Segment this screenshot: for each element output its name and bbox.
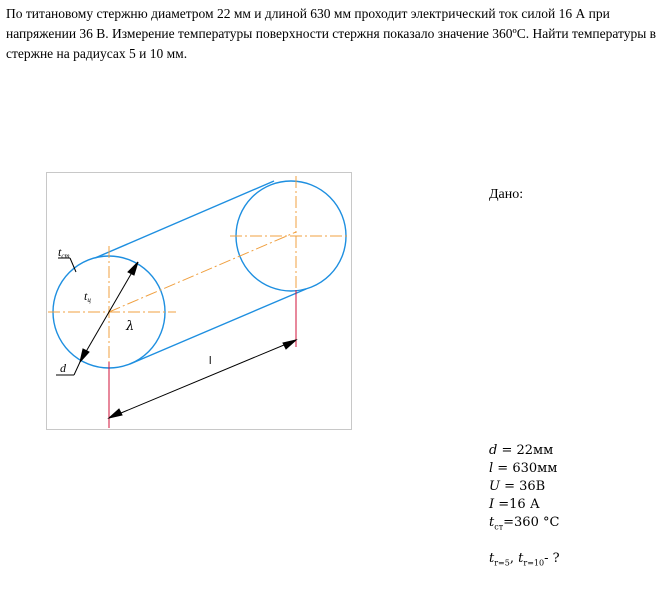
given-U: U = 36В: [489, 479, 546, 494]
given-list: [489, 442, 559, 537]
problem-statement: По титановому стержню диаметром 22 мм и длиной 630 мм проходит электрический ток силой 16 А при напряжении 36 В. Измерение температуры поверхности стержня показало значение 360ºС. Найти температуры в стержне на радиусах 5 и 10 мм.: [6, 6, 657, 61]
diameter-arrow-bottom: [80, 349, 89, 362]
label-d: d: [60, 361, 66, 375]
given-t: $t_{ст}=360$ °С: [489, 515, 560, 532]
length-arrow-start: [109, 409, 122, 418]
diameter-arrow-top: [128, 262, 138, 275]
bottom-generatrix: [130, 289, 306, 364]
label-t-surface: tст: [58, 245, 70, 260]
length-dimension-line: [109, 340, 296, 418]
length-arrow-end: [283, 340, 296, 349]
rod-diagram: [46, 172, 352, 430]
label-t-center: tц: [84, 289, 91, 304]
given-d: d = 22мм: [489, 443, 554, 458]
rod-diagram-svg: [46, 172, 352, 430]
given-I: I =16 А: [489, 497, 540, 512]
label-l: l: [209, 355, 212, 367]
given-l: l = 630мм: [489, 461, 558, 476]
figure-frame: [47, 173, 352, 430]
find-line: $t_{r=5}$, $t_{r=10}-$ ?: [489, 551, 560, 568]
label-lambda: λ: [126, 319, 135, 334]
rod-axis: [109, 232, 296, 312]
given-title: Дано:: [489, 187, 524, 202]
top-generatrix: [95, 181, 274, 258]
d-leader: [74, 362, 80, 375]
